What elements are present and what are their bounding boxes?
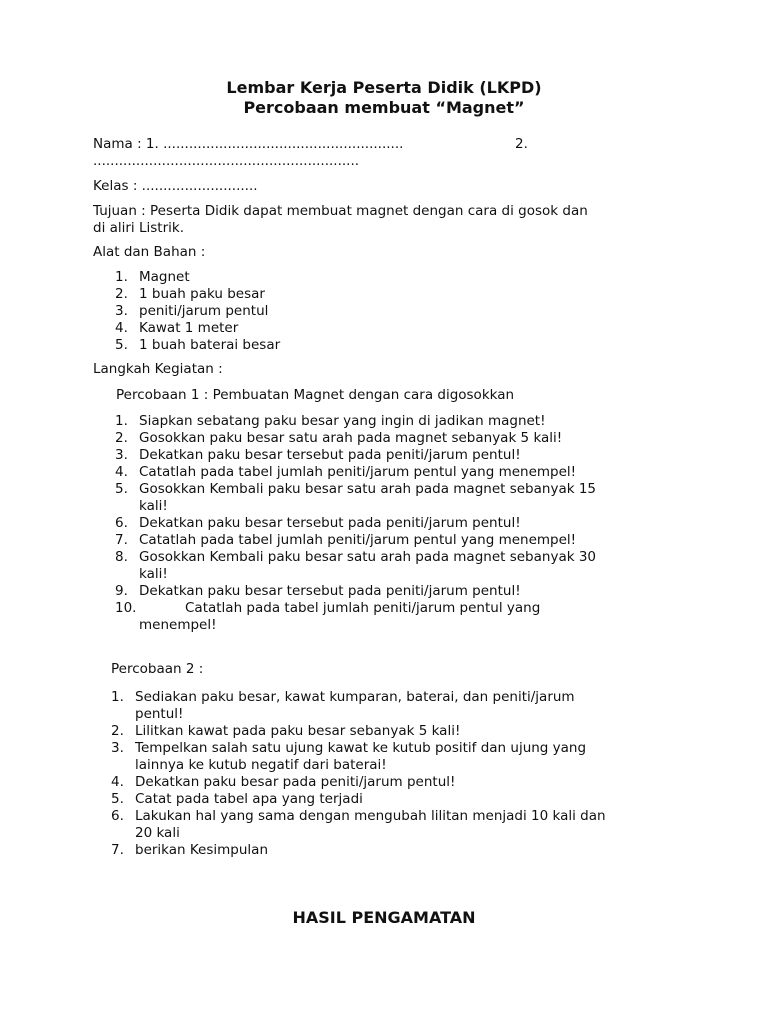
document-subtitle: Percobaan membuat “Magnet”	[243, 98, 525, 117]
list-item	[115, 600, 675, 634]
list-item	[115, 447, 675, 464]
list-item-number: 2.	[115, 430, 128, 446]
document-title: Lembar Kerja Peserta Didik (LKPD)	[226, 78, 542, 97]
list-item-text: Gosokkan Kembali paku besar satu arah pada magnet sebanyak 15	[139, 481, 597, 497]
list-item	[111, 842, 681, 859]
list-item-text: Catat pada tabel apa yang terjadi	[135, 791, 363, 807]
list-item-text: Dekatkan paku besar tersebut pada peniti/jarum pentul!	[139, 583, 521, 599]
list-item-text: peniti/jarum pentul	[139, 303, 269, 319]
nama-field-2-label: 2.	[515, 136, 528, 152]
list-item	[115, 583, 675, 600]
list-item	[111, 808, 681, 842]
list-item-text: Catatlah pada tabel jumlah peniti/jarum pentul yang	[185, 600, 541, 616]
list-item-number: 1.	[115, 413, 128, 429]
list-item-number: 5.	[115, 481, 128, 497]
list-item-number: 8.	[115, 549, 128, 565]
list-item-number: 9.	[115, 583, 128, 599]
list-item-number: 6.	[115, 515, 128, 531]
list-item-number: 10.	[115, 600, 137, 616]
list-item-number: 4.	[111, 774, 124, 790]
list-item	[115, 430, 675, 447]
list-item-number: 4.	[115, 464, 128, 480]
list-item-text-continuation: lainnya ke kutub negatif dari baterai!	[135, 757, 387, 773]
list-item-text: Lilitkan kawat pada paku besar sebanyak 5 kali!	[135, 723, 461, 739]
list-item-text: Gosokkan paku besar satu arah pada magnet sebanyak 5 kali!	[139, 430, 563, 446]
list-item-text: Kawat 1 meter	[139, 320, 239, 336]
list-item-text: Lakukan hal yang sama dengan mengubah lilitan menjadi 10 kali dan	[135, 808, 606, 824]
list-item-text: Dekatkan paku besar pada peniti/jarum pentul!	[135, 774, 456, 790]
list-item-number: 3.	[115, 303, 128, 319]
list-item-text: Dekatkan paku besar tersebut pada peniti/jarum pentul!	[139, 447, 521, 463]
alat-heading: Alat dan Bahan :	[93, 244, 206, 260]
list-item-number: 5.	[115, 337, 128, 353]
list-item-number: 3.	[115, 447, 128, 463]
list-item-text-continuation: menempel!	[139, 617, 217, 633]
percobaan2-heading: Percobaan 2 :	[111, 661, 204, 677]
tujuan-line-2: di aliri Listrik.	[93, 220, 184, 236]
list-item-text: Siapkan sebatang paku besar yang ingin di jadikan magnet!	[139, 413, 546, 429]
list-item	[115, 413, 675, 430]
nama-field-2-line: ..............................................................	[93, 153, 360, 169]
list-item	[115, 549, 675, 583]
list-item-text-continuation: pentul!	[135, 706, 184, 722]
list-item	[115, 464, 675, 481]
list-item	[115, 515, 675, 532]
list-item-text: Gosokkan Kembali paku besar satu arah pada magnet sebanyak 30	[139, 549, 597, 565]
list-item-text: Tempelkan salah satu ujung kawat ke kutub positif dan ujung yang	[135, 740, 587, 756]
list-item-number: 1.	[111, 689, 124, 705]
langkah-heading: Langkah Kegiatan :	[93, 361, 223, 377]
list-item-text: Catatlah pada tabel jumlah peniti/jarum pentul yang menempel!	[139, 532, 577, 548]
list-item	[115, 286, 675, 303]
alat-list	[115, 269, 675, 354]
list-item-text-continuation: kali!	[139, 566, 168, 582]
list-item-text: Magnet	[139, 269, 190, 285]
list-item-text: 1 buah paku besar	[139, 286, 265, 302]
list-item	[115, 269, 675, 286]
list-item	[111, 791, 681, 808]
percobaan1-heading: Percobaan 1 : Pembuatan Magnet dengan cara digosokkan	[116, 387, 515, 403]
tujuan-line-1: Tujuan : Peserta Didik dapat membuat magnet dengan cara di gosok dan	[93, 203, 588, 219]
list-item-text: Catatlah pada tabel jumlah peniti/jarum pentul yang menempel!	[139, 464, 577, 480]
list-item	[115, 337, 675, 354]
list-item	[111, 689, 681, 723]
list-item	[115, 320, 675, 337]
list-item-number: 3.	[111, 740, 124, 756]
nama-field-1: Nama : 1. ........................................................	[93, 136, 404, 152]
list-item-text: Sediakan paku besar, kawat kumparan, baterai, dan peniti/jarum	[135, 689, 575, 705]
percobaan1-steps	[115, 413, 675, 634]
list-item	[111, 740, 681, 774]
list-item-text-continuation: 20 kali	[135, 825, 180, 841]
list-item-number: 2.	[115, 286, 128, 302]
list-item-number: 4.	[115, 320, 128, 336]
percobaan2-steps	[111, 689, 681, 859]
list-item-text: Dekatkan paku besar tersebut pada peniti/jarum pentul!	[139, 515, 521, 531]
list-item-text-continuation: kali!	[139, 498, 168, 514]
list-item	[111, 774, 681, 791]
list-item-number: 6.	[111, 808, 124, 824]
hasil-pengamatan-heading: HASIL PENGAMATAN	[292, 908, 476, 927]
list-item-number: 7.	[111, 842, 124, 858]
list-item-number: 2.	[111, 723, 124, 739]
kelas-field: Kelas : ...........................	[93, 178, 258, 194]
list-item-number: 1.	[115, 269, 128, 285]
list-item	[115, 303, 675, 320]
list-item	[115, 532, 675, 549]
list-item	[115, 481, 675, 515]
list-item-number: 5.	[111, 791, 124, 807]
list-item-text: 1 buah baterai besar	[139, 337, 281, 353]
list-item-number: 7.	[115, 532, 128, 548]
list-item	[111, 723, 681, 740]
list-item-text: berikan Kesimpulan	[135, 842, 269, 858]
